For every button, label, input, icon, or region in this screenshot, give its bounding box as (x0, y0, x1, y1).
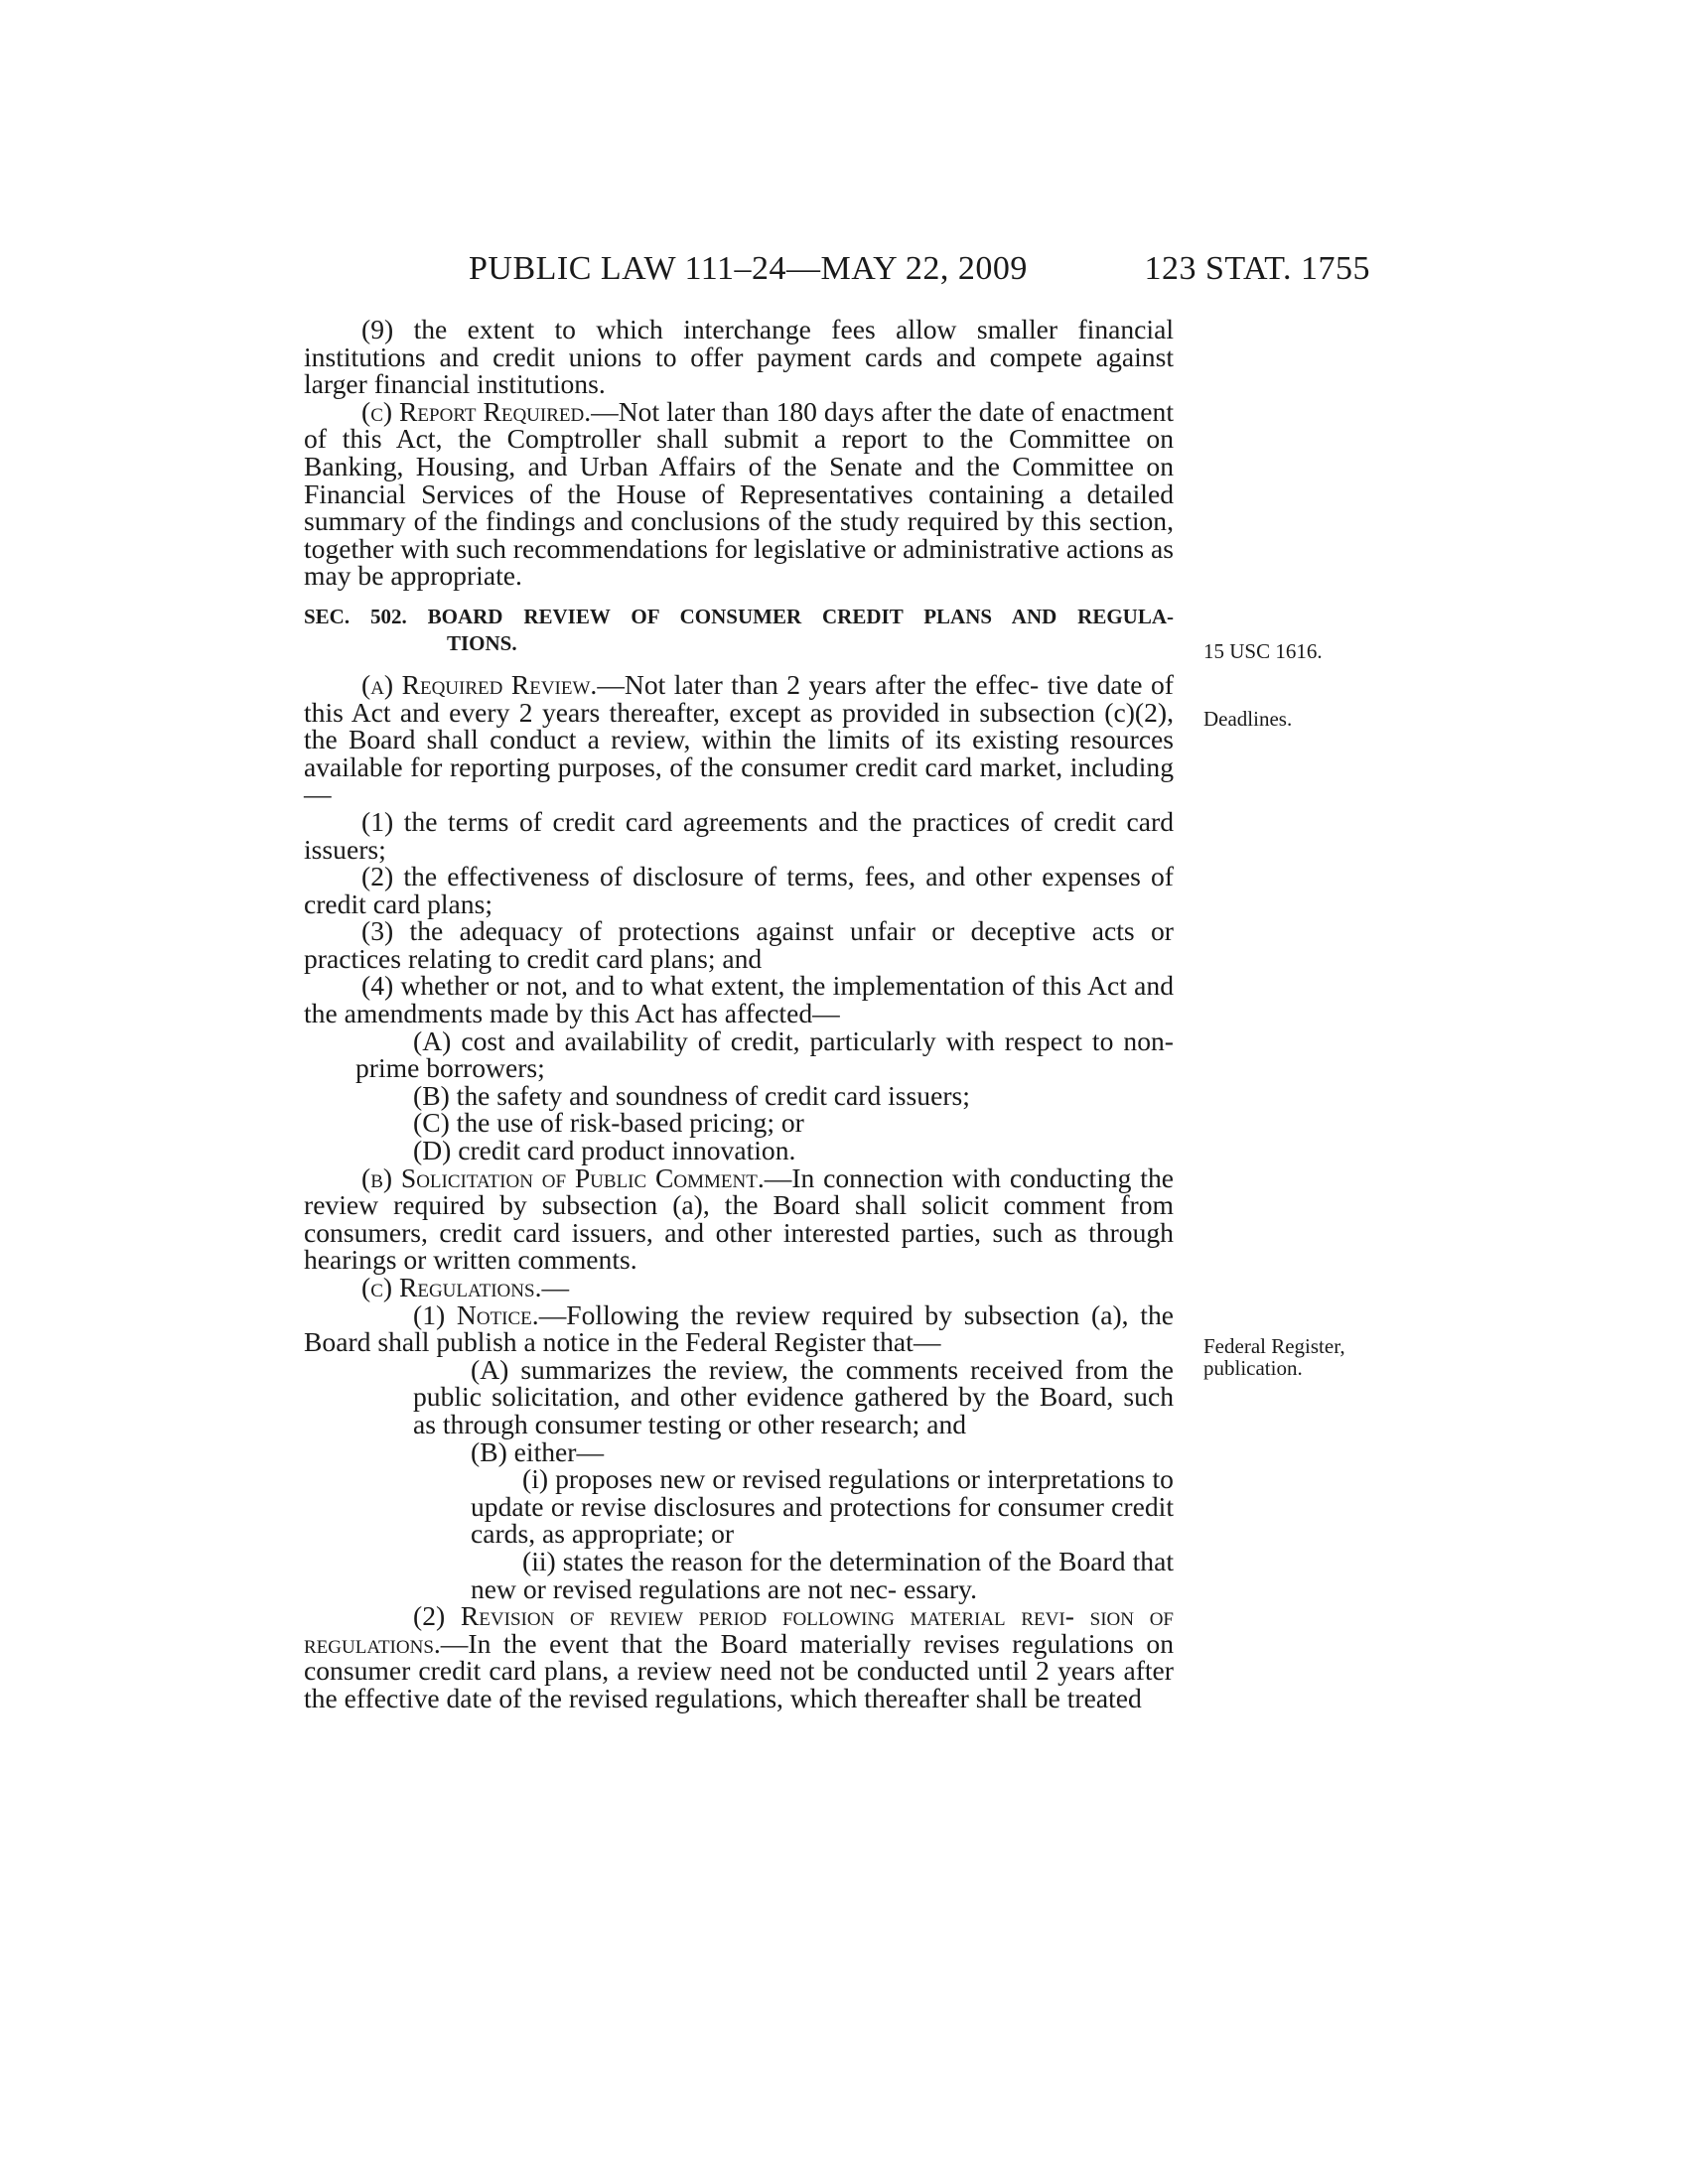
paragraph-a-4: (4) whether or not, and to what extent, the implementation of this Act and the amendments made by this Act has affected— (304, 970, 1174, 1029)
paragraph-regulations: (c) Regulations.— (361, 1272, 570, 1302)
paragraph-public-comment: (b) Solicitation of Public Comment.—In connection with conducting the review required by subsection (a), the Board shall solicit comment from consumers, credit card issuers, and other interested parties, such as through hearings or written comments. (304, 1161, 1174, 1276)
margin-note-federal-register (1203, 1335, 1402, 1379)
section-heading-line2: TIONS. (447, 630, 517, 655)
section-heading-502 (304, 604, 1174, 657)
paragraph-a-2: (2) the effectiveness of disclosure of terms, fees, and other expenses of credit card plans; (304, 861, 1174, 919)
document-body (304, 316, 1174, 1712)
paragraph-a-4-C: (C) the use of risk-based pricing; or (413, 1107, 804, 1139)
paragraph-c-1-B-ii: (ii) states the reason for the determination of the Board that new or revised regulations are not nec- essary. (471, 1545, 1174, 1604)
notice-heading: (1) Notice. (413, 1298, 539, 1330)
margin-note-usc: 15 USC 1616. (1203, 639, 1323, 663)
paragraph-c-2-revision: (2) Revision of review period following material revi- sion of regulations.—In the event that the Board materially revises regulations on consumer credit card plans, a review need not be conducted until 2 years after the effective date of the revised regulations, which thereafter shall be treated (304, 1600, 1175, 1713)
paragraph-c-1-notice: (1) Notice.—Following the review required by subsection (a), the Board shall publish a notice in the Federal Register that— (304, 1298, 1174, 1358)
paragraph-required-review: (a) Required Review.—Not later than 2 years after the effec- tive date of this Act and every 2 years thereafter, except as provided in subsection (c)(2), the Board shall conduct a review, within the limits of its existing resources available for reporting purposes, of the consumer credit card market, including— (304, 668, 1175, 810)
paragraph-report-required: (c) Report Required.—Not later than 180 days after the date of enactment of this Act, the Comptroller shall submit a report to the Committee on Banking, Housing, and Urban Affairs of the Senate and the Committee on Financial Services of the House of Representatives containing a detailed summary of the findings and conclusions of the study required by this section, together with such recommendations for legislative or administrative actions as may be appropriate. (304, 395, 1175, 592)
paragraph-item-9: (9) the extent to which interchange fees allow smaller financial institutions and credit unions to offer payment cards and compete against larger financial institutions. (304, 314, 1174, 400)
paragraph-c-1-B: (B) either— (471, 1435, 605, 1467)
margin-note-federal-register-line1: Federal Register, (1203, 1334, 1345, 1358)
margin-note-deadlines: Deadlines. (1203, 707, 1293, 731)
revision-heading-line2: sion of regulations. (304, 1600, 1174, 1659)
running-header (469, 250, 1370, 294)
paragraph-a-4-D: (D) credit card product innovation. (413, 1135, 796, 1166)
public-comment-heading: (b) Solicitation of Public Comment. (361, 1161, 765, 1193)
required-review-heading: (a) Required Review. (361, 668, 598, 700)
header-title: PUBLIC LAW 111–24—MAY 22, 2009 (469, 250, 1028, 287)
paragraph-c-1-B-i: (i) proposes new or revised regulations or interpretations to update or revise disclosures and protections for consumer credit cards, as appropriate; or (471, 1463, 1174, 1550)
paragraph-a-4-B: (B) the safety and soundness of credit card issuers; (413, 1079, 970, 1111)
report-required-heading: (c) Report Required. (361, 395, 592, 427)
paragraph-c-1-A: (A) summarizes the review, the comments received from the public solicitation, and other evidence gathered by the Board, such as through consumer testing or other research; and (413, 1353, 1175, 1439)
paragraph-a-1: (1) the terms of credit card agreements and the practices of credit card issuers; (304, 805, 1175, 865)
header-stat-page: 123 STAT. 1755 (1144, 250, 1370, 287)
paragraph-a-4-A: (A) cost and availability of credit, particularly with respect to non-prime borrowers; (355, 1024, 1174, 1084)
paragraph-a-3: (3) the adequacy of protections against unfair or deceptive acts or practices relating to credit card plans; and (304, 915, 1174, 974)
section-heading-line1: SEC. 502. BOARD REVIEW OF CONSUMER CREDIT PLANS AND REGULA- (304, 604, 1174, 628)
regulations-heading: (c) Regulations. (361, 1272, 542, 1302)
margin-note-federal-register-line2: publication. (1203, 1356, 1303, 1380)
revision-heading-line1: (2) Revision of review period following material revi- (413, 1600, 1074, 1632)
